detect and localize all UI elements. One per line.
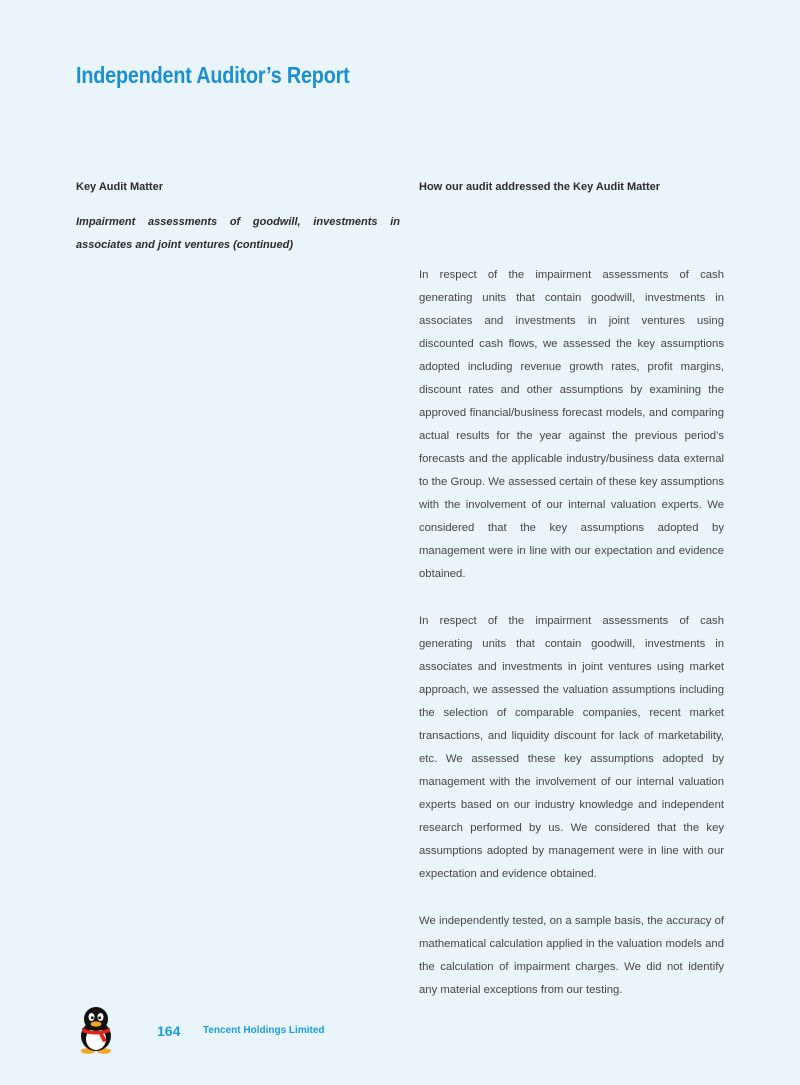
key-audit-matter-heading: Key Audit Matter bbox=[76, 181, 163, 193]
audit-paragraph-calculation-testing: We independently tested, on a sample basis, the accuracy of mathematical calculation applied in the valuation models and the calculation of impairment charges. We did not identify any material exceptions from our testing. bbox=[419, 915, 724, 996]
penguin-logo-icon bbox=[76, 1006, 116, 1054]
company-name: Tencent Holdings Limited bbox=[203, 1025, 325, 1036]
audit-response-body bbox=[419, 264, 724, 1002]
audit-paragraph-discounted-cash-flows: In respect of the impairment assessments of cash generating units that contain goodwill, investments in associates and investments in joint ventures using discounted cash flows, we assessed the key assumptions adopted including revenue growth rates, profit margins, discount rates and other assumptions by examining the approved financial/business forecast models, and comparing actual results for the year against the previous period’s forecasts and the applicable industry/business data external to the Group. We assessed certain of these key assumptions with the involvement of our internal valuation experts. We considered that the key assumptions adopted by management were in line with our expectation and evidence obtained. bbox=[419, 269, 724, 580]
page-title: Independent Auditor’s Report bbox=[76, 62, 350, 88]
matter-title: Impairment assessments of goodwill, investments in associates and joint ventures (continued) bbox=[76, 216, 400, 251]
audit-response-heading: How our audit addressed the Key Audit Matter bbox=[419, 181, 661, 193]
page-number: 164 bbox=[157, 1023, 181, 1039]
audit-paragraph-market-approach: In respect of the impairment assessments of cash generating units that contain goodwill, investments in associates and investments in joint ventures using market approach, we assessed the valuation assumptions including the selection of comparable companies, recent market transactions, and liquidity discount for lack of marketability, etc. We assessed these key assumptions adopted by management with the involvement of our internal valuation experts based on our industry knowledge and independent research performed by us. We considered that the key assumptions adopted by management were in line with our expectation and evidence obtained. bbox=[419, 615, 724, 880]
audit-response-column bbox=[419, 180, 724, 1026]
key-audit-matter-column bbox=[76, 180, 400, 257]
